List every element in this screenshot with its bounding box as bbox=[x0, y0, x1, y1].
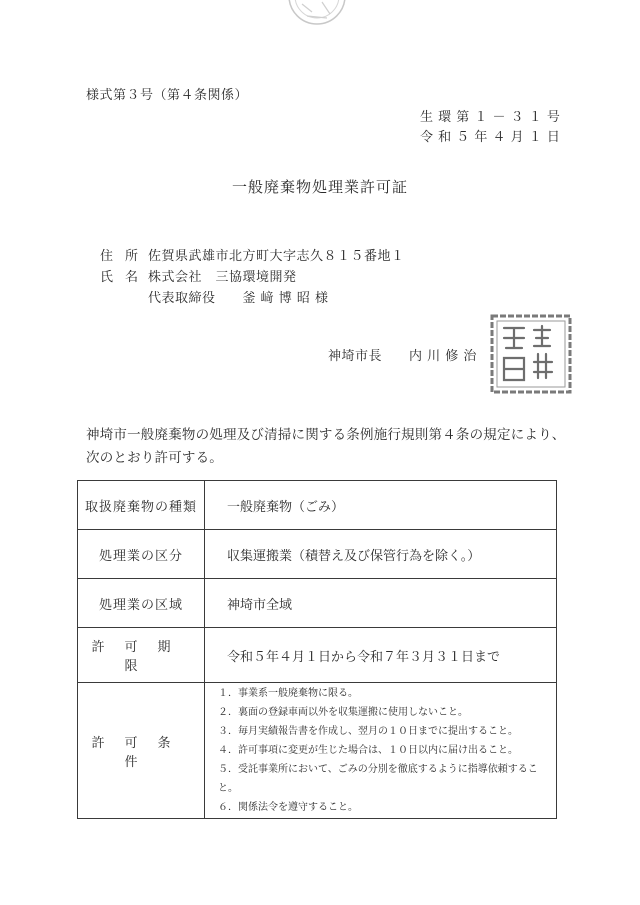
area-label: 処理業の区域 bbox=[78, 579, 205, 628]
table-row bbox=[78, 530, 557, 579]
waste-type-value: 一般廃棄物（ごみ） bbox=[205, 481, 557, 530]
area-value: 神埼市全域 bbox=[205, 579, 557, 628]
mayor-signature: 神埼市長 内 川 修 治 bbox=[328, 349, 477, 364]
top-seal-mark bbox=[282, 0, 352, 30]
address-label: 住所 bbox=[100, 249, 151, 264]
conditions-cell bbox=[205, 683, 557, 819]
list-item: １．事業系一般廃棄物に限る。 bbox=[218, 688, 358, 699]
official-seal-stamp bbox=[490, 314, 572, 394]
document-title: 一般廃棄物処理業許可証 bbox=[231, 178, 408, 196]
period-label: 許可期限 bbox=[78, 628, 205, 683]
list-item: ２．裏面の登録車両以外を収集運搬に使用しないこと。 bbox=[218, 707, 468, 718]
registration-number: 生 環 第 １ － ３ １ 号 bbox=[420, 110, 561, 125]
waste-type-label: 取扱廃棄物の種類 bbox=[78, 481, 205, 530]
table-row bbox=[78, 579, 557, 628]
list-item: ３．毎月実績報告書を作成し、翌月の１０日までに提出すること。 bbox=[218, 726, 518, 737]
table-row bbox=[78, 628, 557, 683]
company-name: 株式会社 三協環境開発 bbox=[148, 270, 297, 285]
conditions-label: 許可条件 bbox=[78, 683, 205, 819]
conditions-list bbox=[206, 684, 555, 817]
address-value: 佐賀県武雄市北方町大字志久８１５番地１ bbox=[148, 249, 405, 264]
list-item: ６．関係法令を遵守すること。 bbox=[218, 802, 358, 813]
list-item: ４．許可事項に変更が生じた場合は、１０日以内に届け出ること。 bbox=[218, 745, 518, 756]
form-number: 様式第３号（第４条関係） bbox=[86, 88, 249, 103]
body-text: 神埼市一般廃棄物の処理及び清掃に関する条例施行規則第４条の規定により、次のとおり許可する。 bbox=[86, 427, 566, 466]
name-label: 氏名 bbox=[100, 270, 151, 285]
table-row bbox=[78, 683, 557, 819]
period-value: 令和５年４月１日から令和７年３月３１日まで bbox=[205, 628, 557, 683]
issue-date: 令 和 ５ 年 ４ 月 １ 日 bbox=[420, 130, 561, 145]
list-item: ５．受託事業所において、ごみの分別を徹底するように指導依頼すること。 bbox=[218, 764, 538, 794]
business-type-label: 処理業の区分 bbox=[78, 530, 205, 579]
permit-table bbox=[77, 480, 557, 819]
business-type-value: 収集運搬業（積替え及び保管行為を除く。） bbox=[205, 530, 557, 579]
table-row bbox=[78, 481, 557, 530]
representative-name: 代表取締役 釜 﨑 博 昭 様 bbox=[148, 291, 329, 306]
